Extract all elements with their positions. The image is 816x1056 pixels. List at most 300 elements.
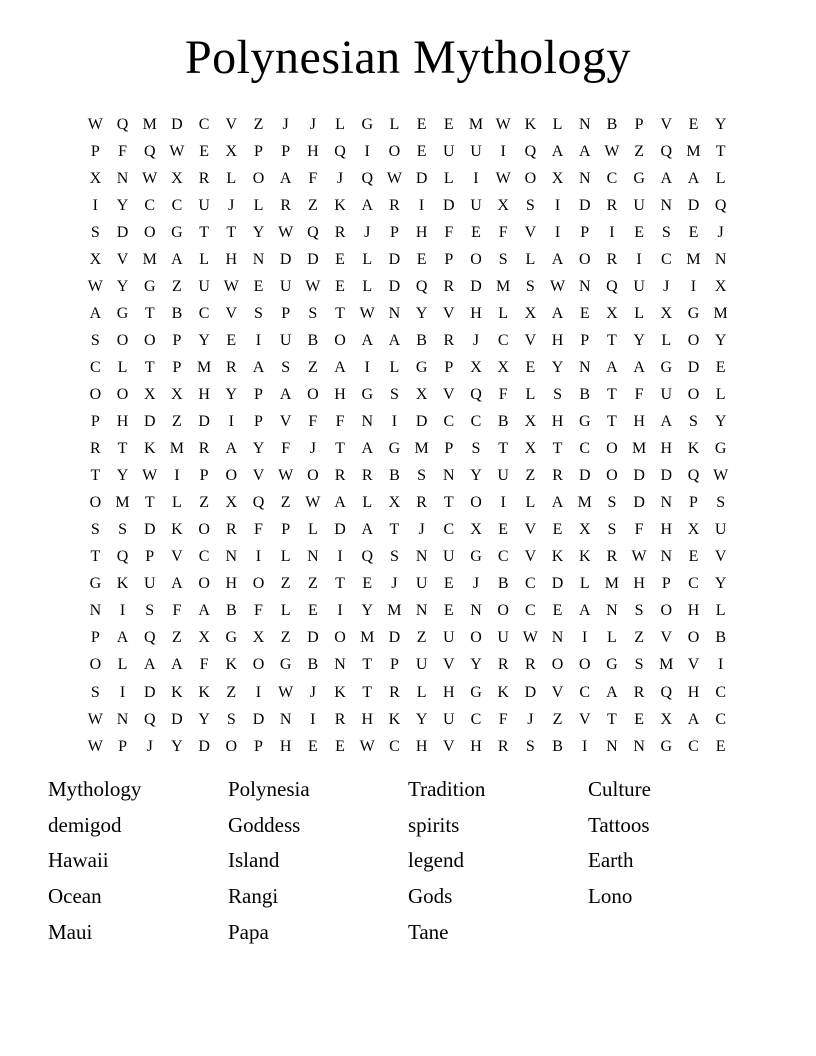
grid-cell: J [472,331,480,349]
grid-cell: S [254,304,263,322]
grid-cell: O [470,494,482,512]
grid-cell: L [661,331,672,349]
grid-cell: R [334,710,346,728]
grid-cell: M [142,115,157,133]
grid-cell: T [90,548,101,566]
grid-cell: E [335,277,345,295]
grid-cell: P [634,115,644,133]
grid-cell: U [633,277,645,295]
grid-cell: I [391,413,398,431]
grid-cell: P [444,358,454,376]
grid-cell: C [497,331,509,349]
grid-cell: X [524,304,537,322]
grid-cell: W [87,737,103,755]
grid-cell: V [524,548,537,566]
grid-cell: S [471,440,481,458]
word-item: Lono [588,884,633,909]
grid-cell: L [362,250,373,268]
grid-cell: Y [116,277,129,295]
grid-cell: H [116,413,129,431]
word-item: Tradition [408,777,486,801]
word-item: demigod [48,812,122,837]
grid-cell: C [144,196,156,214]
grid-cell: A [361,440,373,458]
grid-cell: U [443,710,455,728]
grid-cell: R [525,656,536,674]
grid-cell: X [687,521,700,539]
grid-cell: A [388,331,401,349]
word-item: Mythology [48,777,142,801]
grid-cell: R [633,683,645,701]
grid-cell: P [90,629,100,647]
grid-cell: X [415,385,428,403]
grid-cell: N [660,494,673,512]
grid-cell: S [553,385,562,403]
grid-cell: A [116,629,129,647]
grid-cell: K [578,548,591,566]
grid-cell: Q [660,683,673,701]
grid-cell: S [226,710,236,728]
grid-cell: V [252,467,265,485]
grid-cell: R [389,196,400,214]
grid-cell: J [717,223,724,241]
grid-cell: U [470,142,482,160]
grid-cell: D [524,683,537,701]
grid-cell: M [577,494,592,512]
grid-cell: P [145,548,155,566]
grid-cell: F [308,169,318,187]
grid-cell: Z [172,413,182,431]
grid-cell: X [606,304,618,322]
grid-cell: D [388,277,401,295]
grid-cell: Y [198,331,210,349]
grid-cell: P [199,467,209,485]
grid-cell: A [660,169,673,187]
grid-cell: E [715,737,726,755]
grid-cell: D [687,196,700,214]
grid-cell: S [525,196,535,214]
grid-cell: O [334,331,346,349]
grid-cell: Y [252,440,265,458]
grid-cell: P [90,413,100,431]
grid-cell: I [119,683,126,701]
grid-cell: X [252,629,265,647]
grid-cell: H [334,385,346,403]
grid-cell: Q [415,277,428,295]
grid-cell: V [443,737,455,755]
word-item: Goddess [228,812,301,837]
grid-cell: C [470,413,482,431]
grid-cell: F [254,602,263,620]
grid-cell: O [606,467,618,485]
grid-cell: N [633,737,645,755]
grid-cell: V [524,521,537,539]
grid-cell: T [498,440,509,458]
grid-cell: I [582,629,588,647]
grid-cell: C [525,602,536,620]
grid-cell: E [688,548,699,566]
grid-cell: J [364,223,371,241]
grid-cell: D [171,710,183,728]
grid-cell: O [470,629,482,647]
grid-cell: R [606,250,618,268]
grid-cell: I [337,548,343,566]
grid-cell: S [716,494,726,512]
grid-cell: C [497,548,509,566]
grid-cell: U [415,656,428,674]
grid-cell: C [688,575,699,593]
grid-cell: E [715,358,726,376]
grid-cell: B [416,331,427,349]
grid-cell: O [307,467,319,485]
grid-cell: N [606,737,618,755]
word-grid [82,111,735,760]
grid-cell: H [633,413,645,431]
grid-cell: S [145,602,155,620]
word-item: Tane [408,919,449,944]
grid-cell: R [90,440,101,458]
grid-cell: W [142,169,158,187]
grid-cell: O [89,385,102,403]
grid-cell: T [362,656,373,674]
grid-cell: H [687,683,700,701]
grid-cell: H [551,331,564,349]
grid-cell: Z [226,683,237,701]
grid-cell: V [443,304,455,322]
grid-cell: Q [334,142,346,160]
grid-cell: Z [172,629,182,647]
grid-cell: X [171,169,183,187]
grid-cell: P [444,440,454,458]
grid-cell: X [497,196,509,214]
grid-cell: N [252,250,265,268]
grid-cell: O [551,656,564,674]
grid-cell: F [199,656,209,674]
word-item: legend [408,848,464,873]
grid-cell: E [335,737,345,755]
grid-cell: T [715,142,726,160]
grid-cell: O [307,385,319,403]
grid-cell: U [660,385,673,403]
word-list [48,772,768,950]
grid-cell: J [391,575,398,593]
grid-cell: Q [116,115,129,133]
grid-cell: R [443,331,455,349]
grid-cell: T [389,521,400,539]
grid-cell: O [252,169,265,187]
grid-cell: K [334,196,346,214]
grid-cell: U [443,142,455,160]
grid-cell: V [225,304,238,322]
grid-cell: U [143,575,156,593]
grid-cell: Y [714,575,727,593]
grid-cell: Q [116,548,129,566]
grid-cell: U [279,277,292,295]
grid-cell: M [414,440,429,458]
grid-cell: S [607,494,617,512]
grid-cell: I [255,331,262,349]
grid-cell: I [473,169,479,187]
grid-cell: O [606,440,618,458]
grid-cell: V [443,385,455,403]
grid-cell: G [660,737,673,755]
grid-cell: O [225,737,238,755]
grid-cell: M [196,358,212,376]
grid-cell: P [254,413,263,431]
grid-cell: N [714,250,727,268]
grid-cell: S [525,737,535,755]
grid-cell: X [524,413,537,431]
grid-cell: Q [143,142,156,160]
grid-cell: W [386,169,402,187]
grid-cell: X [171,385,183,403]
grid-cell: M [115,494,130,512]
grid-cell: Z [280,629,291,647]
grid-cell: D [388,250,401,268]
grid-cell: Y [470,656,482,674]
grid-cell: E [416,115,427,133]
grid-cell: I [582,737,588,755]
grid-cell: L [280,548,291,566]
grid-cell: W [87,710,103,728]
grid-cell: T [335,304,345,322]
grid-cell: L [117,656,128,674]
grid-cell: Y [171,737,183,755]
word-item: Island [228,848,280,873]
grid-cell: A [89,304,102,322]
grid-cell: X [524,440,537,458]
grid-cell: N [415,602,428,620]
grid-cell: U [497,629,509,647]
grid-cell: Q [361,548,373,566]
grid-cell: T [607,385,617,403]
grid-cell: G [89,575,102,593]
grid-cell: X [551,169,564,187]
grid-cell: H [633,575,645,593]
grid-cell: I [717,656,724,674]
grid-cell: X [225,142,238,160]
grid-cell: R [225,521,237,539]
grid-cell: K [551,548,564,566]
grid-cell: J [309,440,316,458]
grid-cell: Y [198,710,210,728]
grid-cell: U [443,548,455,566]
grid-cell: C [660,250,672,268]
grid-cell: W [278,223,294,241]
grid-cell: V [660,629,673,647]
grid-cell: V [714,548,727,566]
grid-cell: K [171,521,183,539]
grid-cell: Y [116,196,129,214]
grid-cell: P [281,304,291,322]
grid-cell: D [443,196,455,214]
grid-cell: R [416,494,427,512]
grid-cell: O [143,331,156,349]
grid-cell: R [198,440,210,458]
grid-cell: W [278,683,294,701]
grid-cell: R [198,169,210,187]
grid-cell: A [578,602,591,620]
grid-cell: P [90,142,100,160]
grid-cell: R [280,196,291,214]
grid-cell: L [416,683,427,701]
grid-cell: V [443,656,455,674]
grid-cell: I [554,196,561,214]
grid-cell: P [580,331,590,349]
grid-cell: H [225,575,238,593]
grid-cell: O [116,385,129,403]
word-item: Tattoos [588,812,650,837]
grid-cell: J [527,710,534,728]
grid-cell: Q [143,710,156,728]
grid-cell: S [389,548,399,566]
grid-cell: X [89,169,102,187]
grid-cell: N [225,548,238,566]
grid-cell: L [525,250,536,268]
grid-cell: O [388,142,401,160]
grid-cell: P [172,331,182,349]
grid-cell: H [470,737,482,755]
grid-cell: P [389,656,399,674]
grid-cell: I [690,277,697,295]
grid-cell: Q [307,223,319,241]
grid-cell: J [663,277,670,295]
grid-cell: W [278,467,294,485]
grid-cell: L [389,358,400,376]
word-item: Rangi [228,884,279,909]
grid-cell: O [252,656,265,674]
grid-cell: U [633,196,645,214]
grid-cell: I [636,250,642,268]
grid-cell: I [337,602,343,620]
grid-cell: Z [199,494,209,512]
grid-cell: D [578,467,591,485]
grid-cell: U [497,467,509,485]
grid-cell: D [633,467,645,485]
grid-cell: I [255,683,262,701]
grid-cell: F [281,440,291,458]
grid-cell: S [661,223,671,241]
grid-cell: S [417,467,427,485]
grid-cell: P [661,575,671,593]
grid-cell: G [361,385,373,403]
grid-cell: T [90,467,101,485]
grid-cell: O [198,575,210,593]
grid-cell: J [309,115,316,133]
grid-cell: Z [634,142,644,160]
grid-cell: L [552,115,563,133]
grid-cell: T [199,223,209,241]
grid-cell: Q [606,277,618,295]
grid-cell: X [198,629,210,647]
grid-cell: K [225,656,238,674]
grid-cell: Q [660,142,673,160]
grid-cell: Y [714,413,727,431]
grid-cell: F [308,413,318,431]
grid-cell: N [388,304,401,322]
grid-cell: A [171,656,183,674]
grid-cell: S [498,250,508,268]
grid-cell: A [551,142,564,160]
grid-cell: L [634,304,644,322]
grid-cell: P [689,494,698,512]
grid-cell: Y [415,710,428,728]
word-item: Hawaii [48,848,109,873]
grid-cell: E [443,115,454,133]
grid-cell: D [415,413,428,431]
grid-cell: E [552,521,563,539]
grid-cell: I [119,602,126,620]
grid-cell: Q [470,385,482,403]
grid-cell: N [89,602,102,620]
grid-cell: V [551,683,564,701]
grid-cell: L [253,196,264,214]
grid-cell: H [470,304,482,322]
grid-cell: R [606,548,618,566]
grid-cell: L [607,629,617,647]
grid-cell: N [551,629,564,647]
grid-cell: W [87,115,103,133]
grid-cell: O [89,494,102,512]
grid-cell: D [388,629,401,647]
grid-cell: K [687,440,700,458]
grid-cell: G [660,358,673,376]
grid-cell: X [660,710,673,728]
grid-cell: P [172,358,182,376]
grid-cell: Z [280,494,291,512]
grid-cell: I [609,223,615,241]
grid-cell: F [172,602,182,620]
grid-cell: J [418,521,425,539]
grid-cell: N [307,548,319,566]
grid-cell: L [199,250,209,268]
grid-cell: N [443,467,455,485]
grid-cell: M [468,115,484,133]
grid-cell: P [580,223,590,241]
grid-cell: W [223,277,239,295]
grid-cell: O [252,575,265,593]
grid-cell: W [604,142,620,160]
grid-cell: I [228,413,234,431]
grid-cell: M [713,304,728,322]
grid-cell: A [143,656,156,674]
grid-cell: I [418,196,425,214]
grid-cell: N [361,413,373,431]
word-item: Culture [588,777,651,801]
grid-cell: J [228,196,235,214]
grid-cell: I [174,467,180,485]
grid-cell: U [198,196,210,214]
grid-cell: Z [253,115,264,133]
grid-cell: G [225,629,238,647]
grid-cell: G [633,169,645,187]
grid-cell: L [525,494,536,512]
grid-cell: Z [552,710,563,728]
grid-cell: O [143,223,156,241]
grid-cell: E [307,602,318,620]
grid-cell: G [361,115,373,133]
grid-cell: E [416,250,427,268]
grid-cell: N [415,548,428,566]
grid-cell: O [660,602,673,620]
grid-cell: Q [252,494,265,512]
word-item: spirits [408,812,460,837]
grid-cell: D [198,737,210,755]
grid-cell: K [171,683,183,701]
grid-cell: E [471,223,481,241]
grid-cell: N [116,169,129,187]
grid-cell: O [89,656,102,674]
